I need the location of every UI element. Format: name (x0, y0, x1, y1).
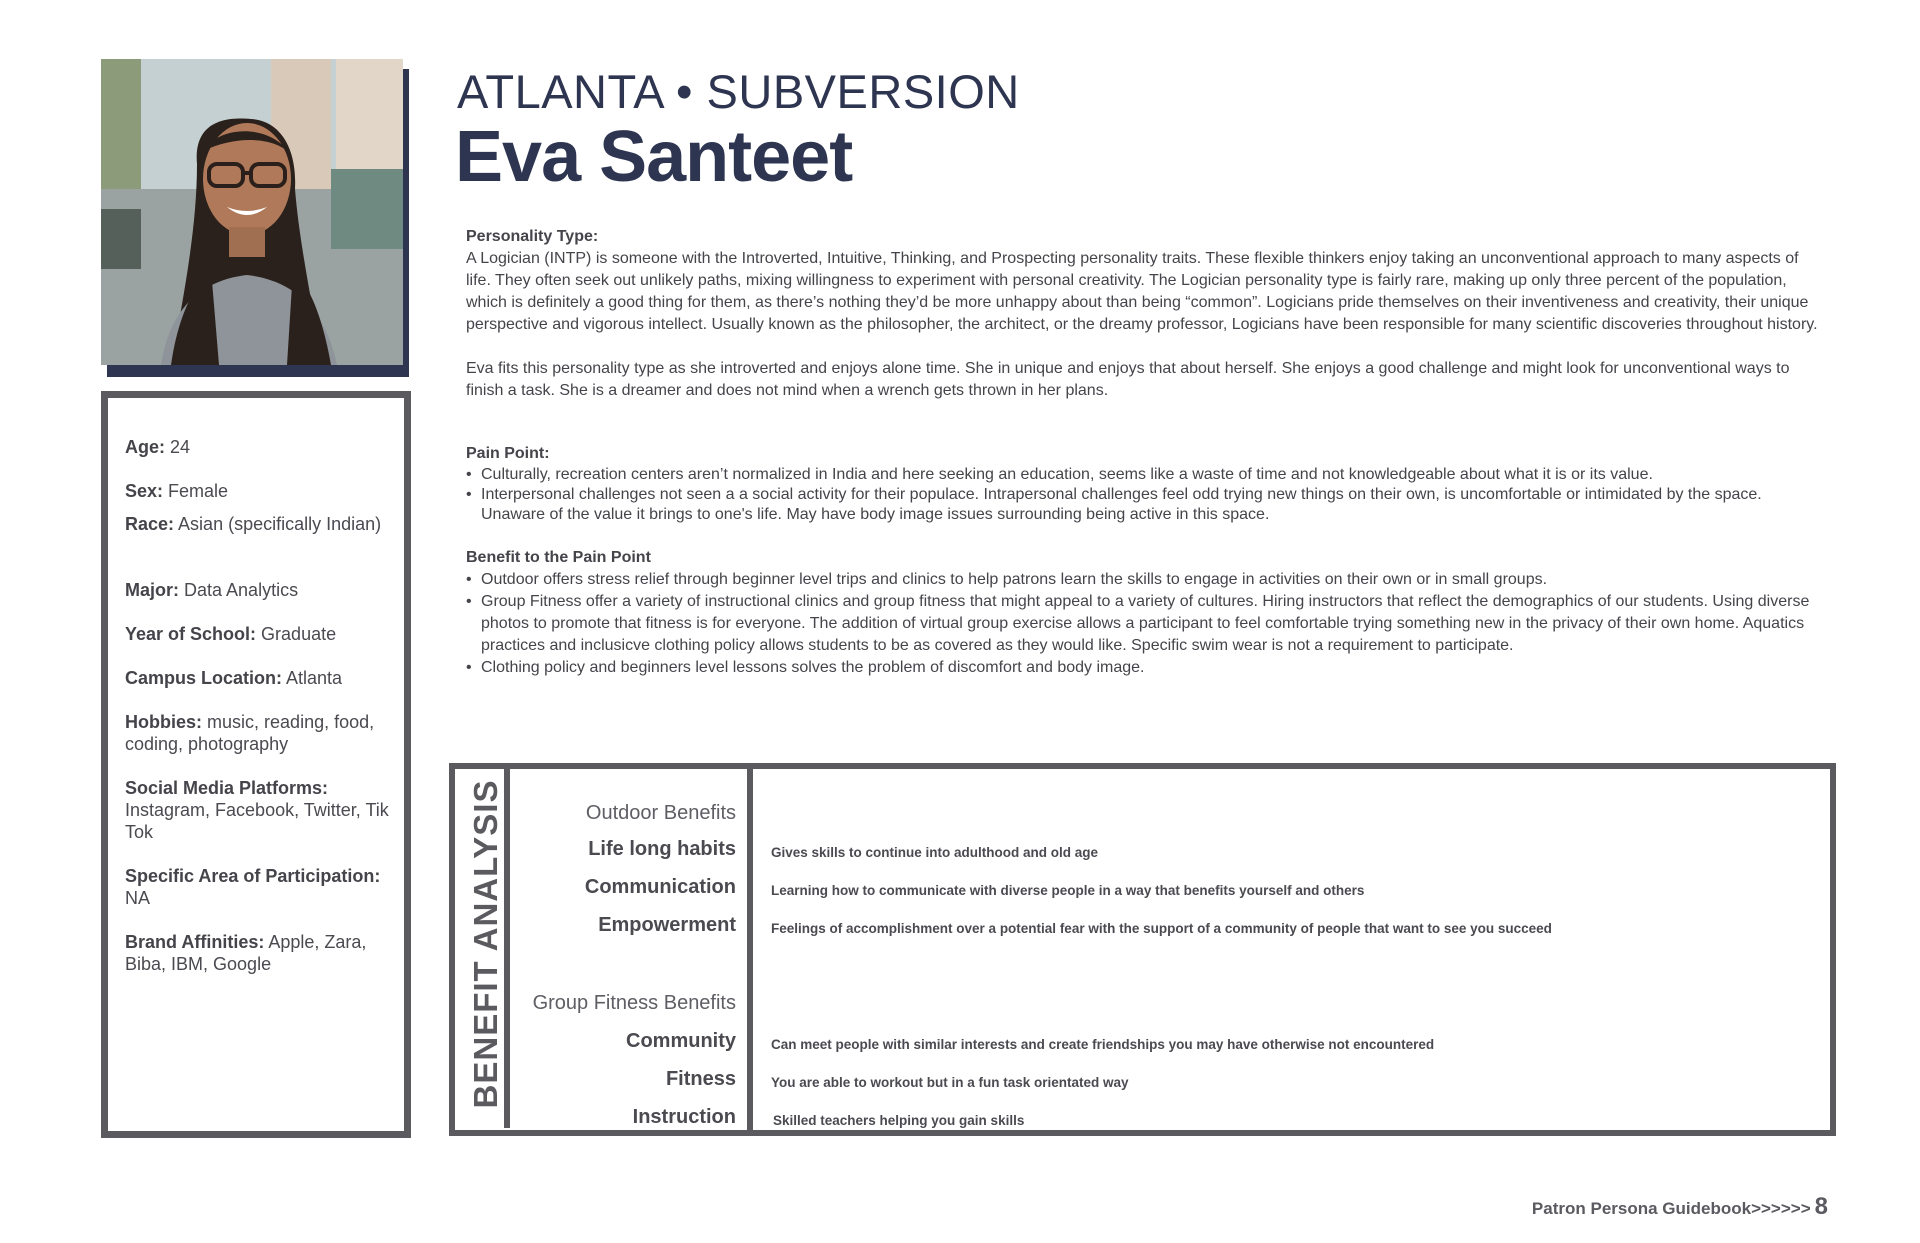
benefit-description: Feelings of accomplishment over a potential fear with the support of a community of people that want to see you succeed (771, 921, 1552, 936)
benefit-label: Instruction (632, 1106, 736, 1128)
area-label: Specific Area of Participation: (125, 866, 381, 886)
area-value: NA (125, 888, 151, 908)
benefit-analysis-title: BENEFIT ANALYSIS (467, 779, 504, 1109)
benefit-label: Community (626, 1030, 736, 1052)
profile-campus (125, 667, 395, 689)
hobbies-label: Hobbies: (125, 712, 203, 732)
benefit-label: Empowerment (598, 914, 736, 936)
sex-label: Sex: (125, 481, 164, 501)
location-heading: ATLANTA • SUBVERSION (457, 65, 1020, 118)
major-value: Data Analytics (184, 580, 299, 600)
benefit-pain-bullet: • Clothing policy and beginners level lessons solves the problem of discomfort and body image. (466, 657, 1826, 679)
benefit-pain-bullet: • Outdoor offers stress relief through beginner level trips and clinics to help patrons learn the skills to engage in activities on their own or in small groups. (466, 569, 1826, 591)
race-label: Race: (125, 514, 175, 534)
profile-social (125, 777, 395, 843)
benefit-label: Fitness (665, 1068, 736, 1090)
benefit-pain-bullet: • Group Fitness offer a variety of instructional clinics and group fitness that might appeal to a variety of cultures. Hiring instructors that reflect the demographics of our students. Using diverse photos to promote that fitness is for everyone. The addition of virtual group exercise allows a participant to feel comfortable trying something new in the privacy of their own home. Aquatics practices and inclusicve clothing policy allows students to be as covered as they would like. Specific swim wear is not a requirement to participate. (466, 591, 1826, 657)
personality-paragraph-1: A Logician (INTP) is someone with the Introverted, Intuitive, Thinking, and Prospecting personality traits. These flexible thinkers enjoy taking an unconventional approach to many aspects of life. They often seek out unlikely paths, mixing willingness to experiment with personal creativity. The Logician personality type is fairly rare, making up only three percent of the population, which is definitely a good thing for them, as there’s nothing they’d be more unhappy about than being “common”. Logicians pride themselves on their inventiveness and creativity, their unique perspective and vigorous intellect. Usually known as the philosopher, the architect, or the dreamy professor, Logicians have been responsible for many scientific discoveries throughout history. (466, 250, 1818, 333)
year-label: Year of School: (125, 624, 257, 644)
profile-area (125, 865, 395, 909)
footer-title: Patron Persona Guidebook>>>>>> (1531, 1199, 1811, 1218)
profile-hobbies (125, 711, 395, 755)
benefit-description: Learning how to communicate with diverse people in a way that benefits yourself and others (771, 883, 1365, 898)
social-value: Instagram, Facebook, Twitter, Tik Tok (125, 800, 389, 842)
benefit-description: Skilled teachers helping you gain skills (773, 1113, 1025, 1128)
page-number: 8 (1814, 1193, 1828, 1220)
profile-year (125, 623, 395, 645)
campus-value: Atlanta (286, 668, 343, 688)
benefit-label: Communication (584, 876, 736, 898)
pain-point-heading: Pain Point: (466, 445, 550, 462)
brand-value: Apple, Zara, Biba, IBM, Google (125, 932, 367, 974)
profile-age (125, 436, 395, 458)
pain-point-section (466, 443, 1826, 525)
hobbies-value: music, reading, food, coding, photography (125, 712, 375, 754)
benefit-description: You are able to workout but in a fun task orientated way (771, 1075, 1129, 1090)
personality-paragraph-2: Eva fits this personality type as she introverted and enjoys alone time. She in unique and enjoys that about herself. She enjoys a good challenge and might look for unconventional ways to finish a task. She is a dreamer and does not mind when a wrench gets thrown in her plans. (466, 360, 1790, 399)
major-label: Major: (125, 580, 179, 600)
year-value: Graduate (261, 624, 337, 644)
personality-heading: Personality Type: (466, 228, 599, 245)
profile-sex (125, 480, 395, 502)
benefit-divider-right (747, 768, 753, 1130)
persona-photo (101, 59, 409, 377)
social-label: Social Media Platforms: (125, 778, 329, 798)
race-value: Asian (specifically Indian) (178, 514, 382, 534)
persona-name: Eva Santeet (455, 117, 853, 197)
profile-race (125, 513, 395, 535)
age-label: Age: (125, 437, 165, 457)
page-footer (1532, 1193, 1828, 1221)
personality-section (466, 226, 1826, 402)
pain-point-bullet: • Culturally, recreation centers aren’t normalized in India and here seeking an education, seems like a waste of time and not knowledgeable about what it is or its value. (466, 465, 1826, 485)
brand-label: Brand Affinities: (125, 932, 265, 952)
benefit-label: Life long habits (588, 838, 736, 860)
benefit-description: Can meet people with similar interests and create friendships you may have otherwise not encountered (771, 1037, 1435, 1052)
profile-card (101, 391, 411, 1138)
profile-brand (125, 931, 395, 975)
age-value: 24 (170, 437, 191, 457)
group-fitness-benefits-label: Group Fitness Benefits (532, 992, 736, 1014)
campus-label: Campus Location: (125, 668, 283, 688)
benefit-pain-section (466, 547, 1826, 679)
pain-point-bullet: • Interpersonal challenges not seen a a social activity for their populace. Intrapersonal challenges feel odd trying new things on their own, is uncomfortable or intimidated by the space. Unaware of the value it brings to one's life. May have body image issues surrounding being active in this space. (466, 485, 1826, 525)
outdoor-benefits-label: Outdoor Benefits (585, 802, 736, 824)
benefit-pain-heading: Benefit to the Pain Point (466, 549, 651, 566)
portrait-image (101, 59, 403, 365)
profile-major (125, 579, 395, 601)
sex-value: Female (168, 481, 229, 501)
benefit-description: Gives skills to continue into adulthood and old age (771, 845, 1099, 860)
